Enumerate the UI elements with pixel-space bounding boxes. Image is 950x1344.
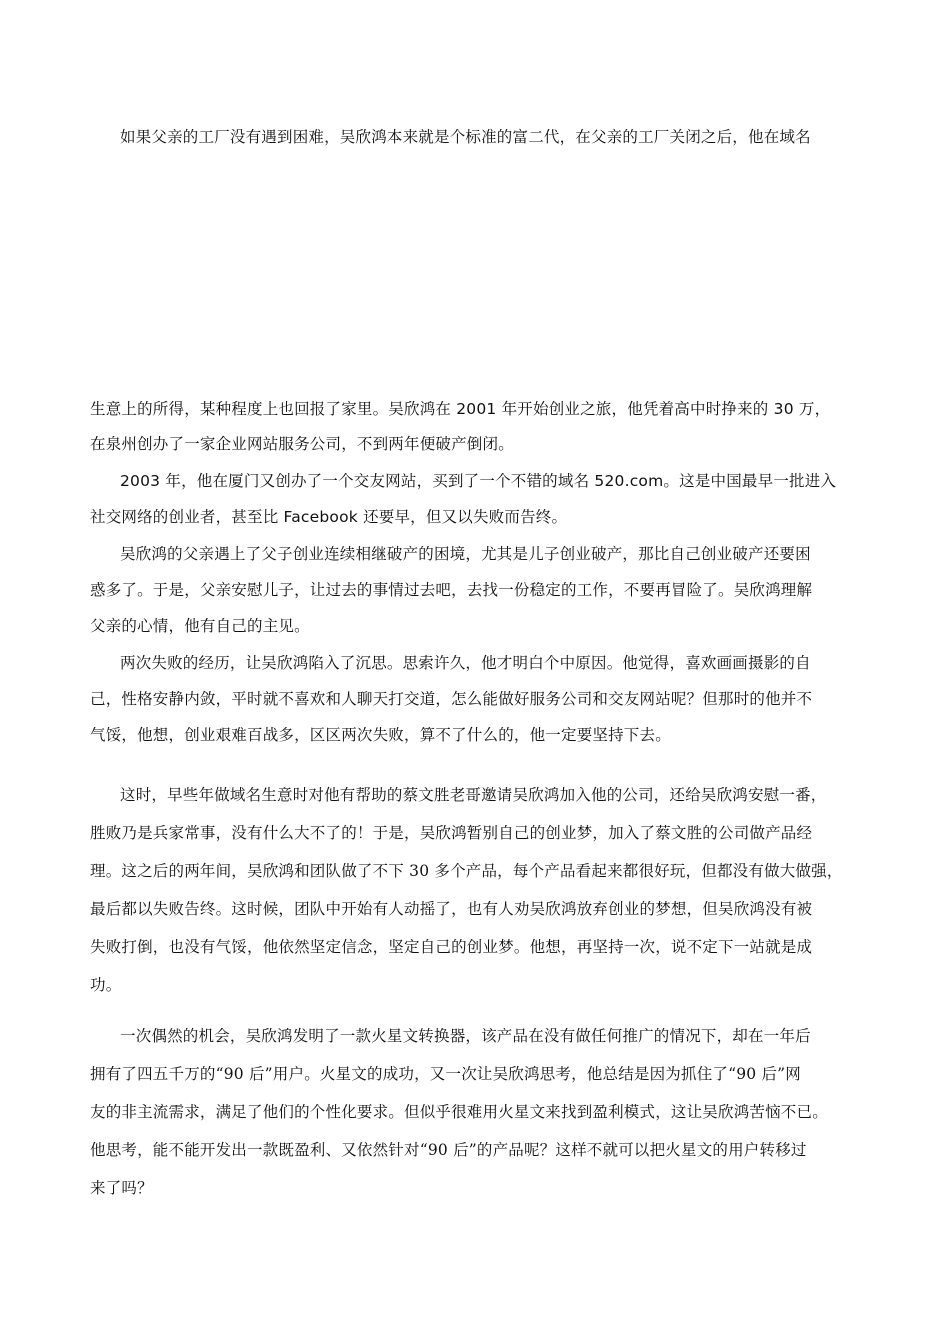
s2-p2-line2: 拥有了四五千万的“90 后”用户。火星文的成功，又一次让吴欣鸿思考，他总结是因为抓住了“90 后”网 xyxy=(90,1065,801,1083)
s1-p3-line2: 惑多了。于是，父亲安慰儿子，让过去的事情过去吧，去找一份稳定的工作，不要再冒险了。吴欣鸿理解 xyxy=(90,581,813,599)
s1-p4-line2: 己，性格安静内敛，平时就不喜欢和人聊天打交道，怎么能做好服务公司和交友网站呢？但那时的他并不 xyxy=(90,690,813,708)
s1-p1-line2: 在泉州创办了一家企业网站服务公司，不到两年便破产倒闭。 xyxy=(90,435,514,453)
s2-p2-line3: 友的非主流需求，满足了他们的个性化要求。但似乎很难用火星文来找到盈利模式，这让吴欣鸿苦恼不已。 xyxy=(90,1103,828,1121)
s2-p1-line4: 最后都以失败告终。这时候，团队中开始有人动摇了，也有人劝吴欣鸿放弃创业的梦想，但吴欣鸿没有被 xyxy=(90,900,813,918)
s1-p1-line1: 生意上的所得，某种程度上也回报了家里。吴欣鸿在 2001 年开始创业之旅，他凭着高中时挣来的 30 万， xyxy=(90,400,831,418)
s2-p2-line4: 他思考，能不能开发出一款既盈利、又依然针对“90 后”的产品呢？这样不就可以把火星文的用户转移过 xyxy=(90,1141,807,1159)
s2-p1-line3: 理。这之后的两年间，吴欣鸿和团队做了不下 30 多个产品，每个产品看起来都很好玩，但都没有做大做强， xyxy=(90,862,843,880)
s2-p1-line6: 功。 xyxy=(90,976,122,994)
s2-p1-line2: 胜败乃是兵家常事，没有什么大不了的！于是，吴欣鸿暂别自己的创业梦，加入了蔡文胜的公司做产品经 xyxy=(90,824,813,842)
s2-p1-line1: 这时，早些年做域名生意时对他有帮助的蔡文胜老哥邀请吴欣鸿加入他的公司，还给吴欣鸿安慰一番， xyxy=(120,786,827,804)
intro-line: 如果父亲的工厂没有遇到困难，吴欣鸿本来就是个标准的富二代，在父亲的工厂关闭之后，他在域名 xyxy=(120,128,811,146)
s1-p3-line1: 吴欣鸿的父亲遇上了父子创业连续相继破产的困境，尤其是儿子创业破产，那比自己创业破产还要困 xyxy=(120,545,811,563)
s1-p4-line3: 气馁，他想，创业艰难百战多，区区两次失败，算不了什么的，他一定要坚持下去。 xyxy=(90,726,671,744)
s2-p2-line1: 一次偶然的机会，吴欣鸿发明了一款火星文转换器，该产品在没有做任何推广的情况下，却在一年后 xyxy=(120,1027,811,1045)
s1-p2-line2: 社交网络的创业者，甚至比 Facebook 还要早，但又以失败而告终。 xyxy=(90,508,568,526)
s1-p2-line1: 2003 年，他在厦门又创办了一个交友网站，买到了一个不错的域名 520.com。这是中国最早一批进入 xyxy=(120,472,837,490)
s2-p1-line5: 失败打倒，也没有气馁，他依然坚定信念，坚定自己的创业梦。他想，再坚持一次，说不定下一站就是成 xyxy=(90,938,813,956)
s1-p4-line1: 两次失败的经历，让吴欣鸿陷入了沉思。思索许久，他才明白个中原因。他觉得，喜欢画画摄影的自 xyxy=(120,654,811,672)
s1-p3-line3: 父亲的心情，他有自己的主见。 xyxy=(90,617,310,635)
s2-p2-line5: 来了吗？ xyxy=(90,1179,153,1197)
